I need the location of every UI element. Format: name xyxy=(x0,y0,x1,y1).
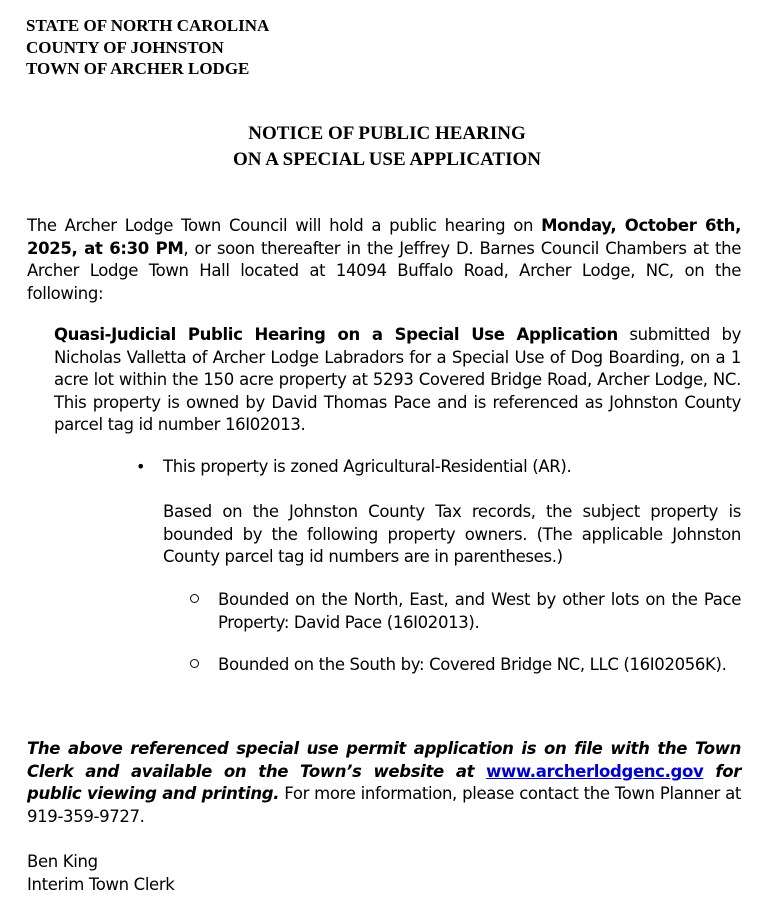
hollow-circle-bullet-icon xyxy=(190,659,199,668)
signer-title: Interim Town Clerk xyxy=(27,874,175,894)
notice-title xyxy=(0,121,774,173)
boundary-item-text: Bounded on the South by: Covered Bridge NC, LLC (16I02056K). xyxy=(218,655,727,674)
county-line: COUNTY OF JOHNSTON xyxy=(26,37,224,57)
signature-block xyxy=(27,851,175,896)
hollow-circle-bullet-icon xyxy=(190,594,199,603)
notice-title-line-1: NOTICE OF PUBLIC HEARING xyxy=(248,123,526,144)
town-line: TOWN OF ARCHER LODGE xyxy=(26,59,250,78)
town-website-link[interactable]: www.archerlodgenc.gov xyxy=(486,761,704,781)
boundary-item-text: Bounded on the North, East, and West by other lots on the Pace Property: David Pace (16I02013). xyxy=(218,590,741,632)
intro-paragraph xyxy=(27,215,741,305)
signer-name: Ben King xyxy=(27,852,98,871)
hearing-datetime: Monday, October 6th, 2025, at 6:30 PM xyxy=(27,216,741,258)
closing-emphasis-1: The above referenced special use permit application is on file with the Town Clerk and available on the Town’s website at xyxy=(27,739,741,781)
hearing-details: submitted by Nicholas Valletta of Archer Lodge Labradors for a Special Use of Dog Boarding, on a 1 acre lot within the 150 acre property at 5293 Covered Bridge Road, Archer Lodge, NC. This property is owned by David Thomas Pace and is referenced as Johnston County parcel tag id number 16I02013. xyxy=(54,325,741,434)
bounded-intro-paragraph: Based on the Johnston County Tax records, the subject property is bounded by the following property owners. (The applicable Johnston County parcel tag id numbers are in parentheses.) xyxy=(163,502,741,566)
notice-title-line-2: ON A SPECIAL USE APPLICATION xyxy=(233,149,541,170)
closing-emphasis-2: for public viewing and printing. xyxy=(27,761,741,803)
hearing-title: Quasi-Judicial Public Hearing on a Special Use Application xyxy=(54,325,618,344)
intro-text-before: The Archer Lodge Town Council will hold a public hearing on xyxy=(27,216,542,235)
closing-paragraph xyxy=(27,738,741,828)
intro-text-after: , or soon thereafter in the Jeffrey D. Barnes Council Chambers at the Archer Lodge Town Hall located at 14094 Buffalo Road, Archer Lodge, NC, on the following: xyxy=(27,238,741,303)
jurisdiction-header xyxy=(26,15,269,80)
bullet-icon: • xyxy=(136,457,146,476)
state-line: STATE OF NORTH CAROLINA xyxy=(26,16,270,35)
contact-info: For more information, please contact the Town Planner at 919-359-9727. xyxy=(27,784,741,826)
zoning-text: This property is zoned Agricultural-Residential (AR). xyxy=(163,457,572,476)
hearing-paragraph xyxy=(54,324,741,437)
